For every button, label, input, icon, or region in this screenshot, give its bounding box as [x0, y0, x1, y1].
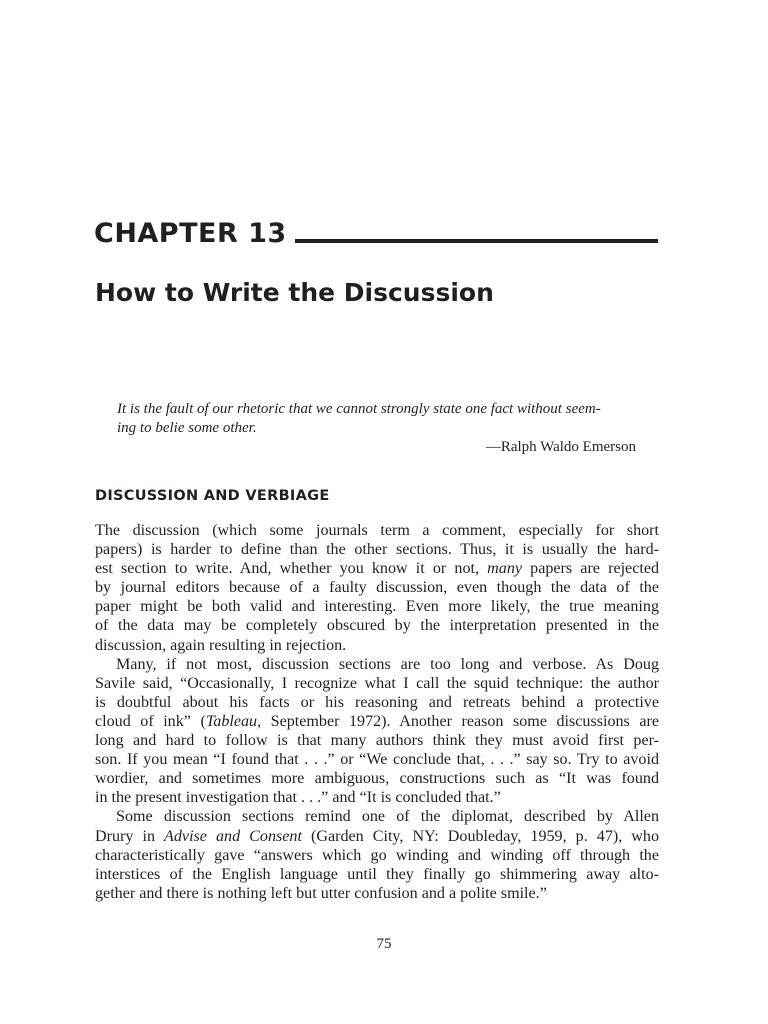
section-heading: DISCUSSION AND VERBIAGE: [95, 488, 330, 504]
chapter-title: How to Write the Discussion: [95, 278, 494, 307]
chapter-rule: [295, 239, 658, 243]
body-line: of the data may be completely obscured by the interpretation presented in the: [95, 617, 659, 635]
body-line: in the present investigation that . . .” and “It is concluded that.”: [95, 789, 501, 807]
body-line: papers) is harder to define than the other sections. Thus, it is usually the hard-: [95, 541, 659, 559]
chapter-label: CHAPTER 13: [94, 218, 287, 249]
epigraph-line: ing to belie some other.: [117, 419, 257, 436]
body-line: discussion, again resulting in rejection.: [95, 636, 347, 654]
body-line: gether and there is nothing left but utter confusion and a polite smile.”: [95, 884, 547, 902]
body-line: est section to write. And, whether you know it or not, many papers are rejected: [95, 560, 660, 578]
body-line: wordier, and sometimes more ambiguous, constructions such as “It was found: [95, 770, 659, 788]
body-line: Some discussion sections remind one of the diplomat, described by Allen: [116, 808, 659, 826]
epigraph-line: It is the fault of our rhetoric that we cannot strongly state one fact without seem-: [117, 401, 601, 417]
body-line: paper might be both valid and interesting. Even more likely, the true meaning: [95, 598, 659, 616]
epigraph-attribution: —Ralph Waldo Emerson: [485, 439, 636, 455]
body-line: characteristically gave “answers which go winding and winding off through the: [95, 846, 659, 864]
body-line: by journal editors because of a faulty discussion, even though the data of the: [95, 579, 659, 597]
page-number: 75: [376, 936, 392, 952]
body-line: Many, if not most, discussion sections are too long and verbose. As Doug: [116, 655, 659, 673]
body-line: Savile said, “Occasionally, I recognize what I call the squid technique: the author: [95, 674, 659, 692]
body-text: [95, 521, 659, 903]
body-line: is doubtful about his facts or his reasoning and retreats behind a protective: [95, 693, 659, 711]
body-line: son. If you mean “I found that . . .” or “We conclude that, . . .” say so. Try to avoid: [95, 751, 659, 769]
body-line: long and hard to follow is that many authors think they must avoid first per-: [95, 732, 659, 750]
chapter-header: [94, 210, 658, 250]
body-line: The discussion (which some journals term a comment, especially for short: [95, 522, 659, 539]
body-line: Drury in Advise and Consent (Garden City, NY: Doubleday, 1959, p. 47), who: [95, 827, 660, 845]
body-line: interstices of the English language until they finally go shimmering away alto-: [95, 865, 659, 883]
epigraph: [117, 400, 638, 457]
epigraph-quote: [117, 400, 638, 437]
body-line: cloud of ink” (Tableau, September 1972). Another reason some discussions are: [95, 712, 659, 730]
